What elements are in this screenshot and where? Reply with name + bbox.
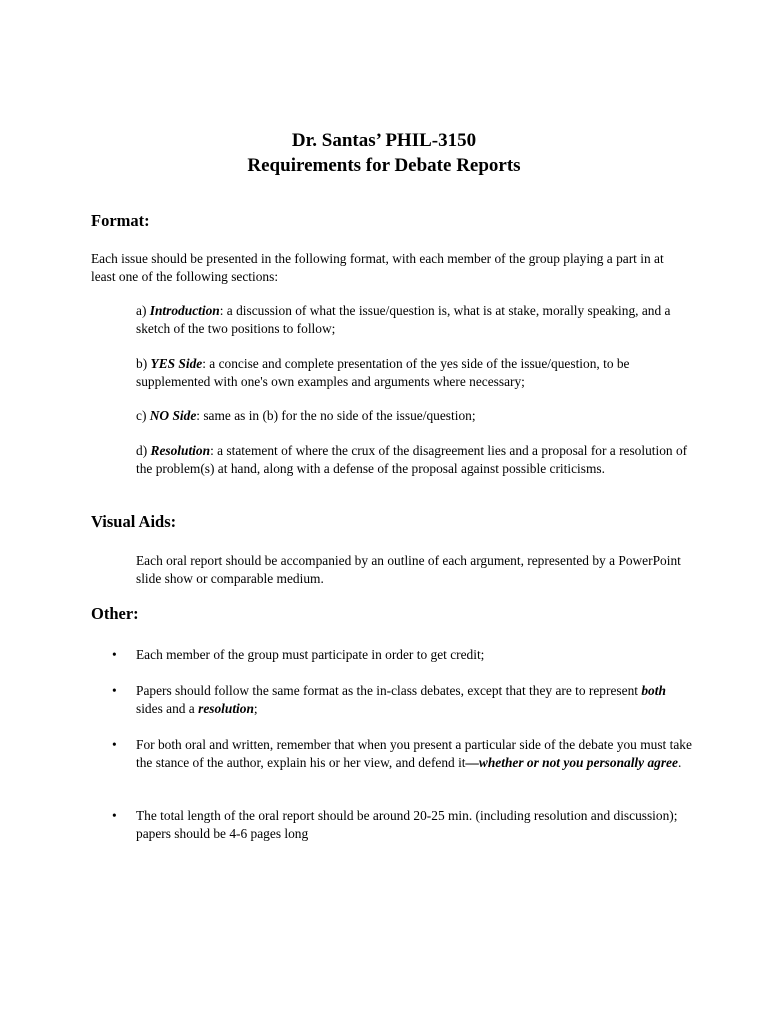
item-prefix: b)	[136, 356, 151, 371]
item-term: Resolution	[150, 443, 211, 458]
format-heading: Format:	[91, 211, 150, 230]
item-prefix: a)	[136, 303, 150, 318]
document-subtitle: Requirements for Debate Reports	[247, 155, 521, 176]
emphasis-whether-or-not: —whether or not you personally agree	[465, 754, 678, 770]
list-item-text	[136, 736, 696, 771]
bullet-icon: •	[112, 808, 117, 823]
item-text: : a statement of where the crux of the disagreement lies and a proposal for a resolution of the problem(s) at hand, along with a defense of the proposal against possible criticisms.	[136, 443, 688, 476]
text-segment: .	[677, 754, 682, 770]
item-text: : same as in (b) for the no side of the issue/question;	[196, 408, 476, 423]
item-term: NO Side	[149, 408, 197, 423]
emphasis-resolution: resolution	[198, 700, 254, 716]
format-item-resolution	[136, 442, 696, 477]
document-title: Dr. Santas’ PHIL-3150	[291, 130, 477, 151]
bullet-icon: •	[112, 737, 117, 752]
bullet-icon: •	[112, 683, 117, 698]
item-text: : a concise and complete presentation of the yes side of the issue/question, to be supplemented with one's own examples and arguments where necessary;	[136, 356, 630, 389]
emphasis-both: both	[641, 683, 666, 698]
format-item-yes-side	[136, 355, 696, 390]
other-heading: Other:	[91, 604, 139, 623]
format-intro-paragraph: Each issue should be presented in the following format, with each member of the group playing a part in at least one of the following sections:	[91, 251, 664, 284]
item-term: YES Side	[150, 356, 203, 371]
item-prefix: c)	[136, 408, 150, 423]
list-item-text: Each member of the group must participate in order to get credit;	[136, 647, 485, 662]
text-segment: Papers should follow the same format as the in-class debates, except that they are to represent	[136, 683, 642, 698]
text-segment: ;	[253, 700, 258, 716]
item-term: Introduction	[149, 303, 220, 318]
visual-aids-paragraph: Each oral report should be accompanied by an outline of each argument, represented by a PowerPoint slide show or comparable medium.	[136, 553, 681, 586]
visual-aids-heading: Visual Aids:	[91, 512, 177, 531]
format-item-no-side	[136, 407, 696, 425]
item-text: : a discussion of what the issue/question is, what is at stake, morally speaking, and a sketch of the two positions to follow;	[136, 303, 671, 336]
text-segment: sides and a	[136, 700, 199, 716]
item-prefix: d)	[136, 443, 151, 458]
bullet-icon: •	[112, 647, 117, 662]
list-item-text	[136, 682, 696, 717]
text-segment: For both oral and written, remember that when you present a particular side of the debate you must take the stance of the author, explain his or her view, and defend it	[136, 737, 692, 770]
format-item-introduction	[136, 302, 696, 337]
list-item-text: The total length of the oral report should be around 20-25 min. (including resolution and discussion); papers should be 4-6 pages long	[136, 808, 678, 841]
